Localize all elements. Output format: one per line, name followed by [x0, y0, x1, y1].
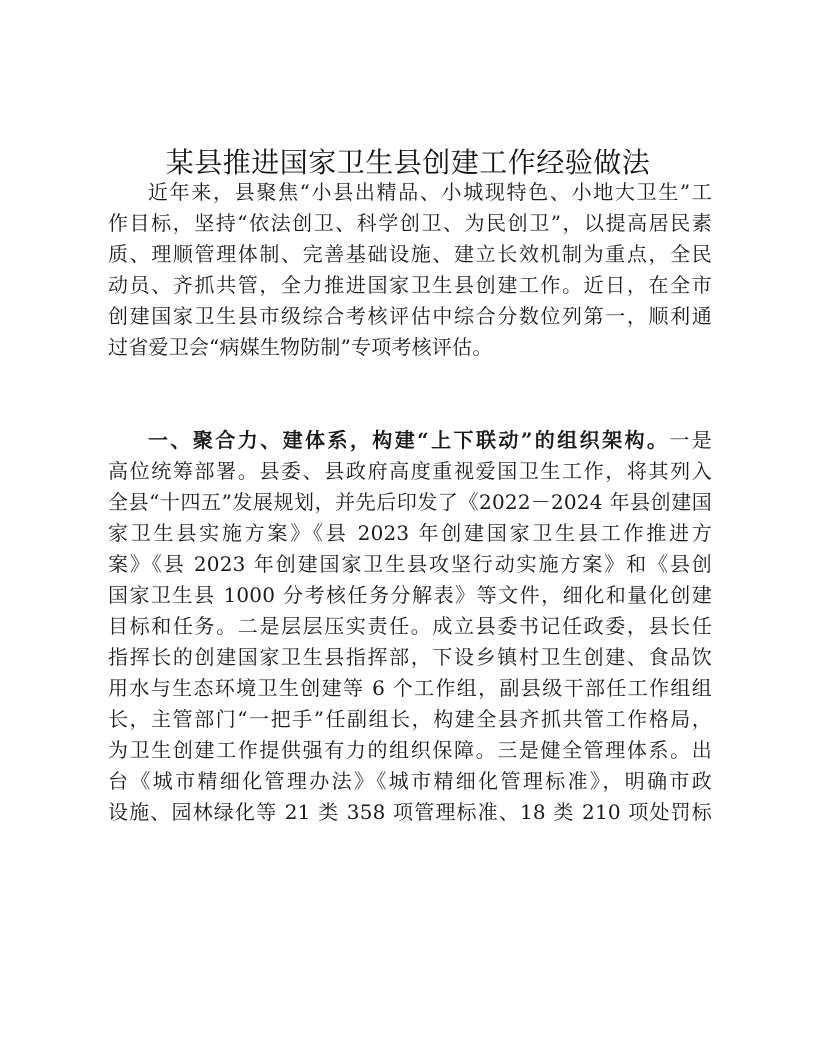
- text-line: 指挥长的创建国家卫生县指挥部，下设乡镇村卫生创建、食品饮: [108, 645, 712, 669]
- text-line: 目标和任务。二是层层压实责任。成立县委书记任政委，县长任: [108, 614, 712, 638]
- text-line: 家卫生县实施方案》《县 2023 年创建国家卫生县工作推进方: [108, 521, 712, 545]
- text-line: 高位统筹部署。县委、县政府高度重视爱国卫生工作，将其列入: [108, 459, 712, 483]
- text-line: 动员、齐抓共管，全力推进国家卫生县创建工作。近日，在全市: [108, 273, 712, 297]
- section-heading: 一、聚合力、建体系，构建“上下联动”的组织架构。: [148, 428, 670, 452]
- text-line: 过省爱卫会“病媒生物防制”专项考核评估。: [108, 335, 493, 359]
- text-span: 一是: [669, 428, 712, 452]
- text-line: 长，主管部门“一把手”任副组长，构建全县齐抓共管工作格局，: [108, 707, 712, 731]
- document-title: 某县推进国家卫生县创建工作经验做法: [165, 146, 651, 179]
- text-line: 案》《县 2023 年创建国家卫生县攻坚行动实施方案》和《县创: [108, 552, 712, 576]
- text-line: 为卫生创建工作提供强有力的组织保障。三是健全管理体系。出: [108, 738, 712, 762]
- text-line: [108, 425, 712, 456]
- paragraph-section-1: [108, 425, 712, 828]
- text-line: 全县“十四五”发展规划，并先后印发了《2022－2024 年县创建国: [108, 490, 712, 514]
- text-line: 近年来，县聚焦“小县出精品、小城现特色、小地大卫生”工: [148, 180, 712, 204]
- text-line: 作目标，坚持“依法创卫、科学创卫、为民创卫”，以提高居民素: [108, 211, 712, 235]
- text-line: 台《城市精细化管理办法》《城市精细化管理标准》，明确市政: [108, 769, 712, 793]
- text-line: 创建国家卫生县市级综合考核评估中综合分数位列第一，顺利通: [108, 304, 712, 328]
- text-line: 质、理顺管理体制、完善基础设施、建立长效机制为重点，全民: [108, 242, 712, 266]
- text-line: 用水与生态环境卫生创建等 6 个工作组，副县级干部任工作组组: [108, 676, 712, 700]
- text-line: 国家卫生县 1000 分考核任务分解表》等文件，细化和量化创建: [108, 583, 712, 607]
- paragraph-intro: [108, 177, 712, 363]
- text-line: 设施、园林绿化等 21 类 358 项管理标准、18 类 210 项处罚标: [108, 800, 712, 824]
